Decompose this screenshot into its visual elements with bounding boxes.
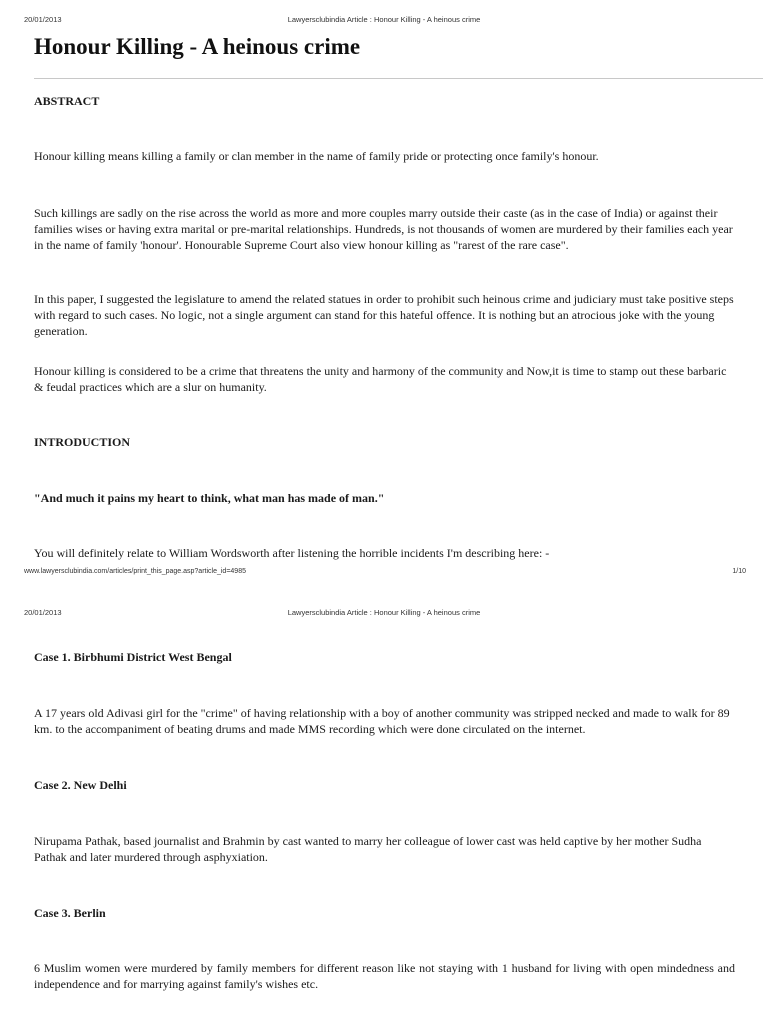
abstract-paragraph-1: Honour killing means killing a family or clan member in the name of family pride or protecting once family's honour. [34,149,599,163]
abstract-paragraph-3: In this paper, I suggested the legislature to amend the related statues in order to prohibit such heinous crime and judiciary must take positive steps with regard to such cases. No logic, not a single argument can stand for this hateful offence. It is nothing but an atrocious joke with the young generation. [34,292,734,338]
case-3-text: 6 Muslim women were murdered by family members for different reason like not staying with 1 husband for living with open mindedness and independence and for marrying against family's wishes etc. [34,961,735,991]
page-header [0,608,768,620]
print-date: 20/01/2013 [24,15,62,24]
print-title: Lawyersclubindia Article : Honour Killing - A heinous crime [287,15,481,24]
case-1-heading: Case 1. Birbhumi District West Bengal [34,650,232,664]
article-title: Honour Killing - A heinous crime [34,34,361,59]
page-footer [0,568,768,580]
intro-paragraph: You will definitely relate to William Wordsworth after listening the horrible incidents I'm describing here: - [34,546,550,560]
case-1-text: A 17 years old Adivasi girl for the "crime" of having relationship with a boy of another community was stripped necked and made to walk for 89 km. to the accompaniment of beating drums and made MMS recording which were done circulated on the internet. [34,706,730,736]
abstract-paragraph-4: Honour killing is considered to be a crime that threatens the unity and harmony of the community and Now,it is time to stamp out these barbaric & feudal practices which are a slur on humanity. [34,364,727,394]
page-number: 1/10 [732,568,746,575]
source-url[interactable]: www.lawyersclubindia.com/articles/print_this_page.asp?article_id=4985 [24,568,246,575]
wordsworth-quote: "And much it pains my heart to think, what man has made of man." [34,491,385,505]
abstract-paragraph-2: Such killings are sadly on the rise across the world as more and more couples marry outside their caste (as in the case of India) or against their families wises or having extra marital or pre-marital relationships. Hundreds, is not thousands of women are murdered by their families each year in the name of family 'honour'. Honourable Supreme Court also view honour killing as "rarest of the rare case". [34,206,733,252]
print-date: 20/01/2013 [24,608,62,617]
case-2-text: Nirupama Pathak, based journalist and Brahmin by cast wanted to marry her colleague of lower cast was held captive by her mother Sudha Pathak and later murdered through asphyxiation. [34,834,702,864]
title-divider [34,78,763,79]
document-page-2 [0,600,768,1024]
print-title: Lawyersclubindia Article : Honour Killing - A heinous crime [287,608,481,617]
case-2-heading: Case 2. New Delhi [34,778,127,792]
introduction-heading: INTRODUCTION [34,435,131,449]
abstract-heading: ABSTRACT [34,94,100,108]
case-3-heading: Case 3. Berlin [34,906,106,920]
page-header [0,15,768,27]
